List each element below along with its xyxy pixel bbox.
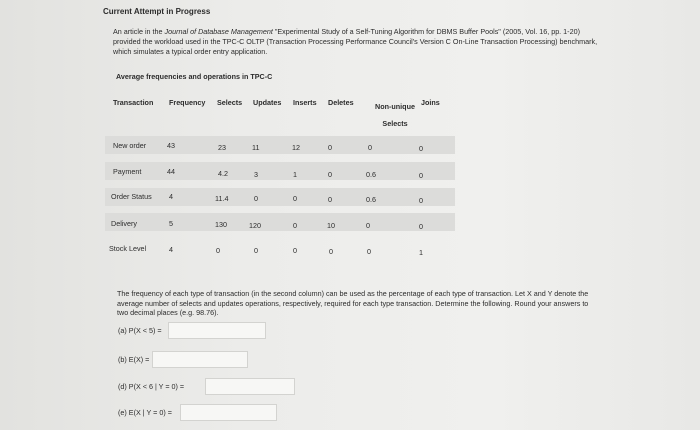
- answer-b-input[interactable]: [152, 351, 248, 368]
- table-cell: 11.4: [215, 194, 229, 203]
- question-e-label: (e) E(X | Y = 0) =: [118, 408, 172, 417]
- table-cell: 4: [169, 245, 173, 254]
- question-b-label: (b) E(X) =: [118, 355, 150, 364]
- table-cell: 3: [254, 170, 258, 179]
- intro-rest: "Experimental Study of a Self-Tuning Algorithm for DBMS Buffer Pools" (2005, Vol. 16, pp. 1-20) provided the workload used in the TPC-C OLTP (Transaction Processing Performance Council's Version C On-Line Transaction Processing) benchmark, which simulates a typical order entry application.: [113, 27, 598, 56]
- table-cell: 11: [252, 143, 260, 152]
- table-cell: 4: [169, 192, 173, 201]
- table-cell: 0: [328, 195, 332, 204]
- header-deletes: Deletes: [328, 98, 354, 107]
- table-cell: 0: [419, 196, 423, 205]
- table-cell: 0: [254, 194, 258, 203]
- row-label-order-status: Order Status: [111, 192, 152, 201]
- answer-e-input[interactable]: [180, 404, 277, 421]
- table-cell: 0: [328, 170, 332, 179]
- intro-lead: An article in the: [113, 27, 165, 36]
- table-cell: 0.6: [366, 195, 376, 204]
- table-cell: 0: [328, 143, 332, 152]
- row-label-delivery: Delivery: [111, 219, 137, 228]
- row-band: [105, 162, 455, 180]
- table-cell: 0: [293, 246, 297, 255]
- header-inserts: Inserts: [293, 98, 317, 107]
- answer-d-input[interactable]: [205, 378, 295, 395]
- table-cell: 5: [169, 219, 173, 228]
- table-cell: 0: [368, 143, 372, 152]
- table-cell: 0: [254, 246, 258, 255]
- header-transaction: Transaction: [113, 98, 154, 107]
- header-updates: Updates: [253, 98, 282, 107]
- table-cell: 23: [218, 143, 226, 152]
- table-cell: 1: [293, 170, 297, 179]
- table-cell: 0: [367, 247, 371, 256]
- header-selects: Selects: [217, 98, 243, 107]
- row-label-payment: Payment: [113, 167, 142, 176]
- table-cell: 43: [167, 141, 175, 150]
- table-cell: 0: [419, 222, 423, 231]
- page-title: Current Attempt in Progress: [103, 7, 211, 16]
- table-cell: 1: [419, 248, 423, 257]
- table-cell: 44: [167, 167, 175, 176]
- table-cell: 0: [293, 221, 297, 230]
- table-cell: 0.6: [366, 170, 376, 179]
- table-cell: 120: [249, 221, 261, 230]
- table-cell: 12: [292, 143, 300, 152]
- row-label-new-order: New order: [113, 141, 147, 150]
- row-band: [105, 136, 455, 154]
- table-caption: Average frequencies and operations in TPC-C: [116, 72, 273, 81]
- answer-a-input[interactable]: [168, 322, 266, 339]
- table-cell: 0: [216, 246, 220, 255]
- table-cell: 0: [293, 194, 297, 203]
- row-band: [105, 188, 455, 206]
- table-cell: 130: [215, 220, 227, 229]
- table-cell: 0: [419, 171, 423, 180]
- row-label-stock-level: Stock Level: [109, 244, 147, 253]
- table-cell: 0: [366, 221, 370, 230]
- header-nonunique-selects: Non-unique Selects: [375, 102, 415, 128]
- table-cell: 4.2: [218, 169, 228, 178]
- table-cell: 10: [327, 221, 335, 230]
- question-d-label: (d) P(X < 6 | Y = 0) =: [118, 382, 185, 391]
- intro-paragraph: [113, 27, 603, 57]
- table-cell: 0: [419, 144, 423, 153]
- row-band: [105, 213, 455, 231]
- header-frequency: Frequency: [169, 98, 206, 107]
- header-joins: Joins: [421, 98, 440, 107]
- instructions-paragraph: The frequency of each type of transaction (in the second column) can be used as the percentage of each type of transaction. Let X and Y denote the average number of selects and updates operations, respectively, required for each type transaction. Determine the following. Round your answers to two decimal places (e.g. 98.76).: [117, 289, 589, 317]
- intro-source: Journal of Database Management: [164, 27, 273, 36]
- table-cell: 0: [329, 247, 333, 256]
- question-a-label: (a) P(X < 5) =: [118, 326, 162, 335]
- tpcc-table: [105, 92, 455, 267]
